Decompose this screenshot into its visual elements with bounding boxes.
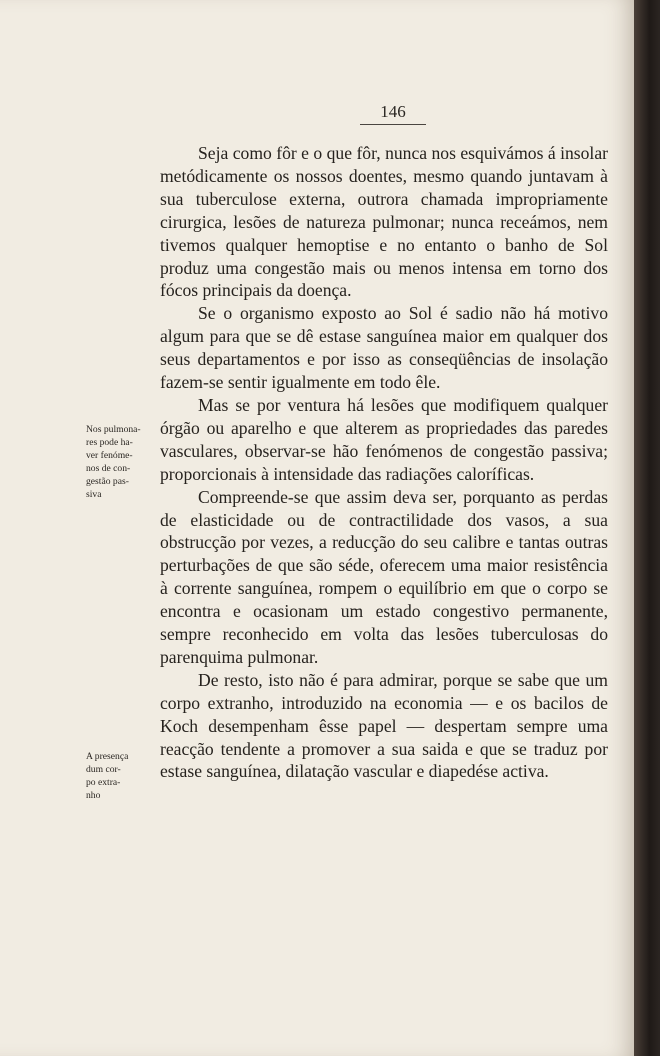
margin-note-line: gestão pas- — [86, 476, 129, 487]
margin-note-line: res pode ha- — [86, 437, 133, 448]
margin-note-line: A presença — [86, 751, 129, 762]
paragraph-1: Seja como fôr e o que fôr, nunca nos esquivámos á insolar metódicamente os nossos doentes, mesmo quando juntavam à sua tuberculose externa, outrora chamada impropriamente cirurgica, lesões de natureza pulmonar; nunca receámos, nem tivemos qualquer hemoptise e no entanto o banho de Sol produz uma congestão mais ou menos intensa em torno dos fócos principais da doença. — [160, 143, 608, 301]
paragraph-4: Compreende-se que assim deva ser, porquanto as perdas de elasticidade ou de contractilidade dos vasos, a sua obstrucção por vezes, a reducção do seu calibre e tantas outras perturbações de que são séde, oferecem uma maior resistência à corrente sanguínea, rompem o equilíbrio em que o corpo se encontra e ocasionam um estado congestivo permanente, sempre reconhecido em volta das lesões tuberculosas do parenquima pulmonar. — [160, 486, 608, 667]
margin-note-line: siva — [86, 489, 102, 500]
paragraph-3: Mas se por ventura há lesões que modifiquem qualquer órgão ou aparelho e que alterem as propriedades das paredes vasculares, observar-se hão fenómenos de congestão passiva; proporcionais à intensidade das radiações caloríficas. — [160, 394, 608, 484]
paragraph-5: De resto, isto não é para admirar, porque se sabe que um corpo extranho, introduzido na economia — e os bacilos de Koch desempenham êsse papel — despertam sempre uma reacção tendente a promover a sua saida e que se traduz por estase sanguínea, dilatação vascular e diapedése activa. — [160, 669, 608, 782]
margin-note-line: ver fenóme- — [86, 450, 133, 461]
paragraph-2: Se o organismo exposto ao Sol é sadio não há motivo algum para que se dê estase sanguínea maior em qualquer dos seus departamentos e por isso as conseqüências de insolação fazem-se sentir igualmente em todo êle. — [160, 303, 608, 393]
body-text — [160, 142, 608, 783]
margin-note-congestion — [86, 423, 156, 501]
margin-note-line: dum cor- — [86, 764, 121, 775]
margin-note-line: po extra- — [86, 777, 121, 788]
book-edge — [634, 0, 660, 1056]
margin-note-line: nos de con- — [86, 463, 131, 474]
margin-note-line: Nos pulmona- — [86, 424, 141, 435]
margin-note-foreign-body — [86, 750, 156, 802]
page-number: 146 — [360, 102, 426, 125]
margin-note-line: nho — [86, 790, 101, 801]
